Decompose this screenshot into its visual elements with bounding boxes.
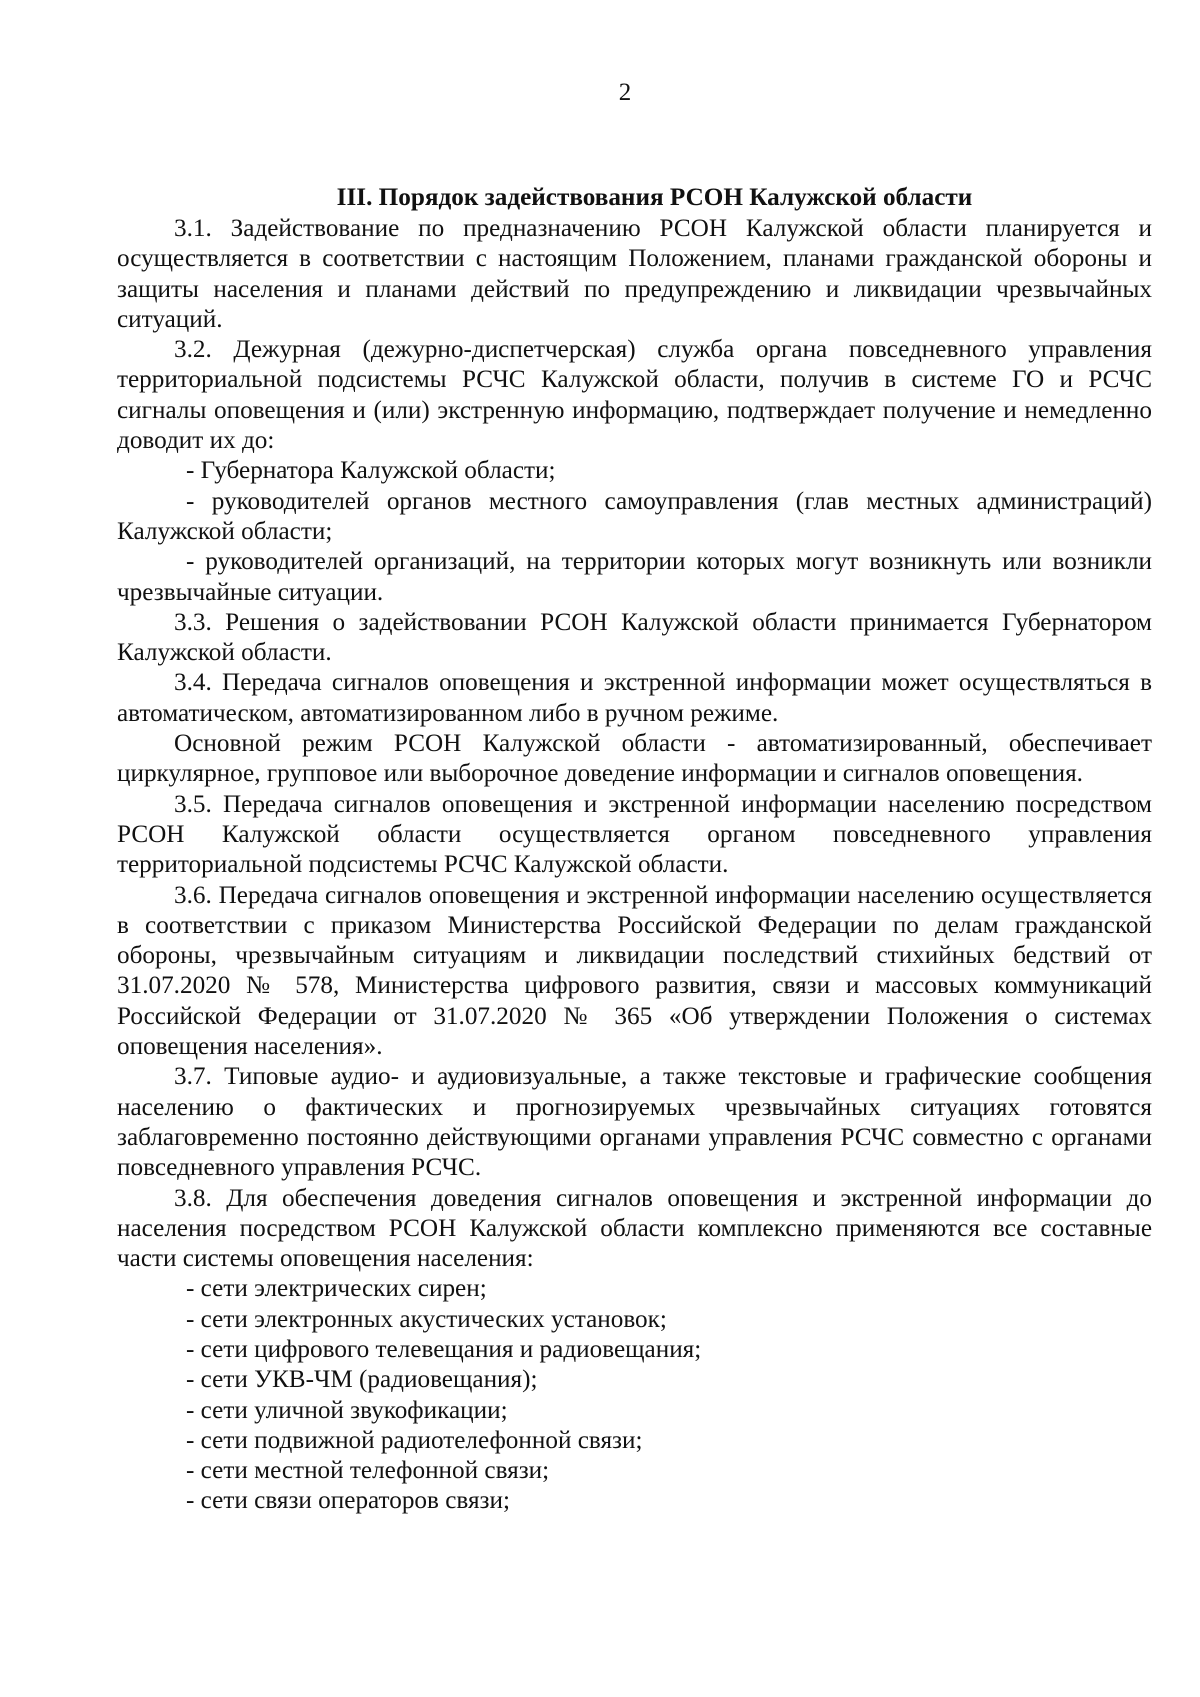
network-list-item: - сети электрических сирен; — [186, 1275, 487, 1303]
network-list-item: - сети подвижной радиотелефонной связи; — [186, 1426, 643, 1454]
paragraph-3-4: 3.4. Передача сигналов оповещения и экстренной информации может осуществляться в автоматическом, автоматизированном либо в ручном режиме. — [117, 669, 1152, 727]
recipient-item: - руководителей организаций, на территории которых могут возникнуть или возникли чрезвычайные ситуации. — [117, 548, 1152, 606]
page-number: 2 — [618, 79, 632, 106]
paragraph-main-mode: Основной режим РСОН Калужской области - автоматизированный, обеспечивает циркулярное, групповое или выборочное доведение информации и сигналов оповещения. — [117, 730, 1152, 788]
paragraph-3-5: 3.5. Передача сигналов оповещения и экстренной информации населению посредством РСОН Калужской области осуществляется органом повседневного управления территориальной подсистемы РСЧС Калужской области. — [117, 790, 1152, 879]
network-list-item: - сети местной телефонной связи; — [186, 1457, 550, 1485]
recipient-item: - Губернатора Калужской области; — [186, 457, 556, 485]
paragraph-3-7: 3.7. Типовые аудио- и аудиовизуальные, а также текстовые и графические сообщения населению о фактических и прогнозируемых чрезвычайных ситуациях готовятся заблаговременно постоянно действующими органами управления РСЧС совместно с органами повседневного управления РСЧС. — [117, 1063, 1152, 1182]
document-body — [117, 182, 1152, 1517]
network-list-item: - сети электронных акустических установок; — [186, 1305, 667, 1333]
paragraph-3-3: 3.3. Решения о задействовании РСОН Калужской области принимается Губернатором Калужской области. — [117, 608, 1152, 667]
paragraph-3-1: 3.1. Задействование по предназначению РСОН Калужской области планируется и осуществляется в соответствии с настоящим Положением, планами гражданской обороны и защиты населения и планами действий по предупреждению и ликвидации чрезвычайных ситуаций. — [117, 215, 1152, 333]
paragraph-3-6: 3.6. Передача сигналов оповещения и экстренной информации населению осуществляется в соответствии с приказом Министерства Российской Федерации по делам гражданской обороны, чрезвычайным ситуациям и ликвидации последствий стихийных бедствий от 31.07.2020 № 578, Министерства цифрового развития, связи и массовых коммуникаций Российской Федерации от 31.07.2020 № 365 «Об утверждении Положения о системах оповещения населения». — [117, 881, 1152, 1061]
recipient-item: - руководителей органов местного самоуправления (глав местных администраций) Калужской области; — [117, 487, 1152, 545]
network-list-item: - сети связи операторов связи; — [186, 1487, 510, 1515]
network-list-item: - сети цифрового телевещания и радиовещания; — [186, 1335, 702, 1363]
network-list-item: - сети УКВ-ЧМ (радиовещания); — [186, 1366, 538, 1394]
paragraph-3-8: 3.8. Для обеспечения доведения сигналов оповещения и экстренной информации до населения посредством РСОН Калужской области комплексно применяются все составные части системы оповещения населения: — [117, 1184, 1152, 1273]
network-list-item: - сети уличной звукофикации; — [186, 1396, 508, 1424]
paragraph-3-2: 3.2. Дежурная (дежурно-диспетчерская) служба органа повседневного управления территориальной подсистемы РСЧС Калужской области, получив в системе ГО и РСЧС сигналы оповещения и (или) экстренную информацию, подтверждает получение и немедленно доводит их до: — [117, 336, 1152, 455]
section-heading: III. Порядок задействования РСОН Калужской области — [336, 184, 973, 211]
